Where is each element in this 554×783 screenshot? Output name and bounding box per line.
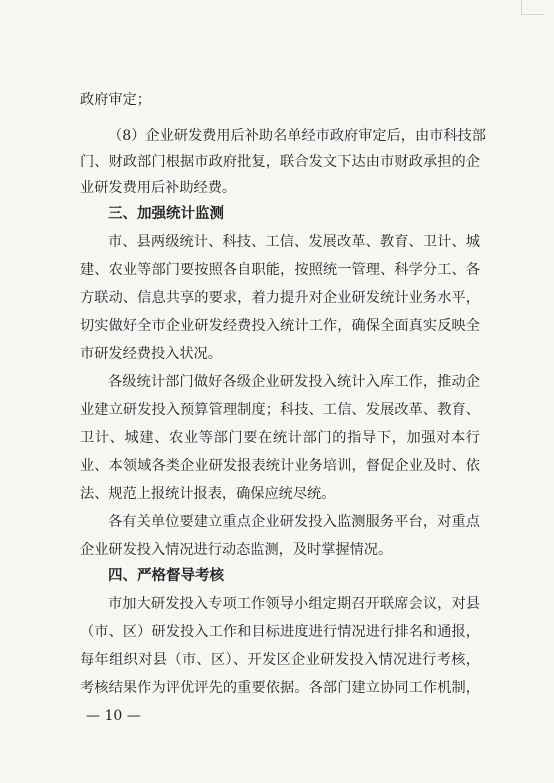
text-line: 每年组织对县（市、区）、开发区企业研发投入情况进行考核， — [80, 652, 480, 668]
text-line: 业研发费用后补助经费。 — [80, 180, 237, 196]
text-line: （8）企业研发费用后补助名单经市政府审定后，由市科技部 — [108, 128, 486, 144]
text-line: 企业研发投入情况进行动态监测，及时掌握情况。 — [80, 542, 393, 558]
text-line: （市、区）研发投入工作和目标进度进行情况进行排名和通报， — [80, 624, 480, 640]
text-line: 政府审定； — [80, 92, 151, 108]
text-line: 各有关单位要建立重点企业研发投入监测服务平台，对重点 — [108, 514, 480, 530]
text-line: 门、财政部门根据市政府批复，联合发文下达由市财政承担的企 — [80, 154, 480, 170]
text-line: 切实做好全市企业研发经费投入统计工作，确保全面真实反映全 — [80, 318, 480, 334]
page-number: — 10 — — [86, 708, 141, 724]
text-line: 各级统计部门做好各级企业研发投入统计入库工作，推动企 — [108, 374, 480, 390]
text-line: 考核结果作为评优评先的重要依据。各部门建立协同工作机制， — [80, 680, 480, 696]
text-line: 法、规范上报统计报表，确保应统尽统。 — [80, 486, 336, 502]
text-line: 业建立研发投入预算管理制度；科技、工信、发展改革、教育、 — [80, 402, 480, 418]
text-line: 卫计、城建、农业等部门要在统计部门的指导下，加强对本行 — [80, 430, 480, 446]
text-line: 市加大研发投入专项工作领导小组定期召开联席会议，对县 — [108, 596, 480, 612]
text-line: 业、本领域各类企业研发报表统计业务培训，督促企业及时、依 — [80, 458, 480, 474]
page-corner-mark — [521, 0, 544, 15]
section-heading: 四、严格督导考核 — [108, 568, 224, 584]
text-line: 市、县两级统计、科技、工信、发展改革、教育、卫计、城 — [108, 234, 480, 250]
text-line: 市研发经费投入状况。 — [80, 346, 222, 362]
text-line: 方联动、信息共享的要求，着力提升对企业研发统计业务水平， — [80, 290, 480, 306]
text-line: 建、农业等部门要按照各自职能，按照统一管理、科学分工、各 — [80, 262, 480, 278]
section-heading: 三、加强统计监测 — [108, 206, 224, 222]
